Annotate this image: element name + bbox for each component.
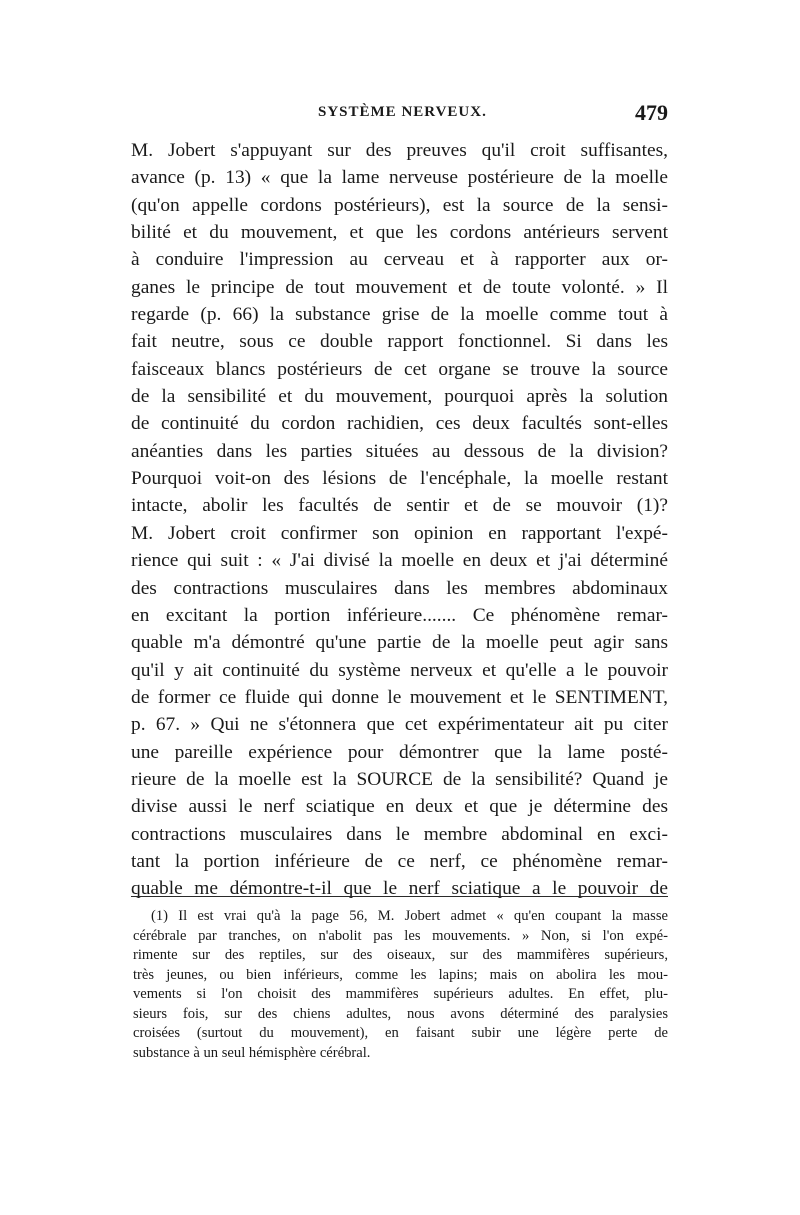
footnote-line: substance à un seul hémisphère cérébral. bbox=[133, 1044, 371, 1061]
text-line: M. Jobert s'appuyant sur des preuves qu'il croit suffisantes, bbox=[131, 140, 668, 161]
text-line: p. 67. » Qui ne s'étonnera que cet expérimentateur ait pu citer bbox=[131, 714, 668, 736]
text-line: de former ce fluide qui donne le mouvement et le SENTIMENT, bbox=[131, 686, 668, 708]
text-line: qu'il y ait continuité du système nerveux et qu'elle a le pouvoir bbox=[131, 659, 668, 681]
text-line: contractions musculaires dans le membre abdominal en exci- bbox=[131, 823, 668, 845]
text-line: faisceaux blancs postérieurs de cet organe se trouve la source bbox=[131, 358, 668, 380]
text-line: avance (p. 13) « que la lame nerveuse postérieure de la moelle bbox=[131, 167, 668, 189]
text-line: (qu'on appelle cordons postérieurs), est la source de la sensi- bbox=[131, 194, 668, 216]
footnote bbox=[133, 907, 668, 1063]
text-line: une pareille expérience pour démontrer que la lame posté- bbox=[131, 741, 668, 763]
text-line: ganes le principe de tout mouvement et de toute volonté. » Il bbox=[131, 276, 668, 298]
text-line: de continuité du cordon rachidien, ces deux facultés sont-elles bbox=[131, 413, 668, 435]
text-line: tant la portion inférieure de ce nerf, ce phénomène remar- bbox=[131, 850, 668, 872]
main-text bbox=[131, 137, 668, 903]
text-line: fait neutre, sous ce double rapport fonctionnel. Si dans les bbox=[131, 331, 668, 353]
text-line: regarde (p. 66) la substance grise de la moelle comme tout à bbox=[131, 304, 668, 326]
text-line: rience qui suit : « J'ai divisé la moelle en deux et j'ai déterminé bbox=[131, 550, 668, 572]
text-line: bilité et du mouvement, et que les cordons antérieurs servent bbox=[131, 222, 668, 244]
text-line: en excitant la portion inférieure....... Ce phénomène remar- bbox=[131, 604, 668, 626]
text-line: intacte, abolir les facultés de sentir et de se mouvoir (1)? bbox=[131, 495, 668, 517]
text-line: de la sensibilité et du mouvement, pourquoi après la solution bbox=[131, 386, 668, 408]
text-line: Pourquoi voit-on des lésions de l'encéphale, la moelle restant bbox=[131, 468, 668, 490]
text-line: divise aussi le nerf sciatique en deux et que je détermine des bbox=[131, 796, 668, 818]
footnote-line: rimente sur des reptiles, sur des oiseaux, sur des mammifères supérieurs, bbox=[133, 947, 668, 963]
text-line: rieure de la moelle est la SOURCE de la sensibilité? Quand je bbox=[131, 768, 668, 790]
footnote-separator bbox=[131, 896, 668, 897]
footnote-line: croisées (surtout du mouvement), en faisant subir une légère perte de bbox=[133, 1025, 668, 1041]
text-line: M. Jobert croit confirmer son opinion en rapportant l'expé- bbox=[131, 522, 668, 544]
footnote-line: cérébrale par tranches, on n'abolit pas les mouvements. » Non, si l'on expé- bbox=[133, 927, 668, 944]
text-line: des contractions musculaires dans les membres abdominaux bbox=[131, 577, 668, 599]
page-number: 479 bbox=[635, 100, 668, 125]
text-line: quable me démontre-t-il que le nerf sciatique a le pouvoir de bbox=[131, 878, 668, 900]
footnote-line: vements si l'on choisit des mammifères supérieurs adultes. En effet, plu- bbox=[133, 986, 668, 1002]
footnote-line: très jeunes, ou bien inférieurs, comme les lapins; mais on abolira les mou- bbox=[133, 966, 668, 983]
text-line: à conduire l'impression au cerveau et à rapporter aux or- bbox=[131, 249, 668, 271]
text-line: anéanties dans les parties situées au dessous de la division? bbox=[131, 440, 668, 462]
text-line: quable m'a démontré qu'une partie de la moelle peut agir sans bbox=[131, 632, 668, 654]
footnote-line: sieurs fois, sur des chiens adultes, nous avons déterminé des paralysies bbox=[133, 1005, 668, 1022]
running-head: SYSTÈME NERVEUX. bbox=[318, 104, 487, 120]
footnote-line: (1) Il est vrai qu'à la page 56, M. Jobert admet « qu'en coupant la masse bbox=[151, 908, 668, 924]
page-header bbox=[133, 100, 668, 130]
